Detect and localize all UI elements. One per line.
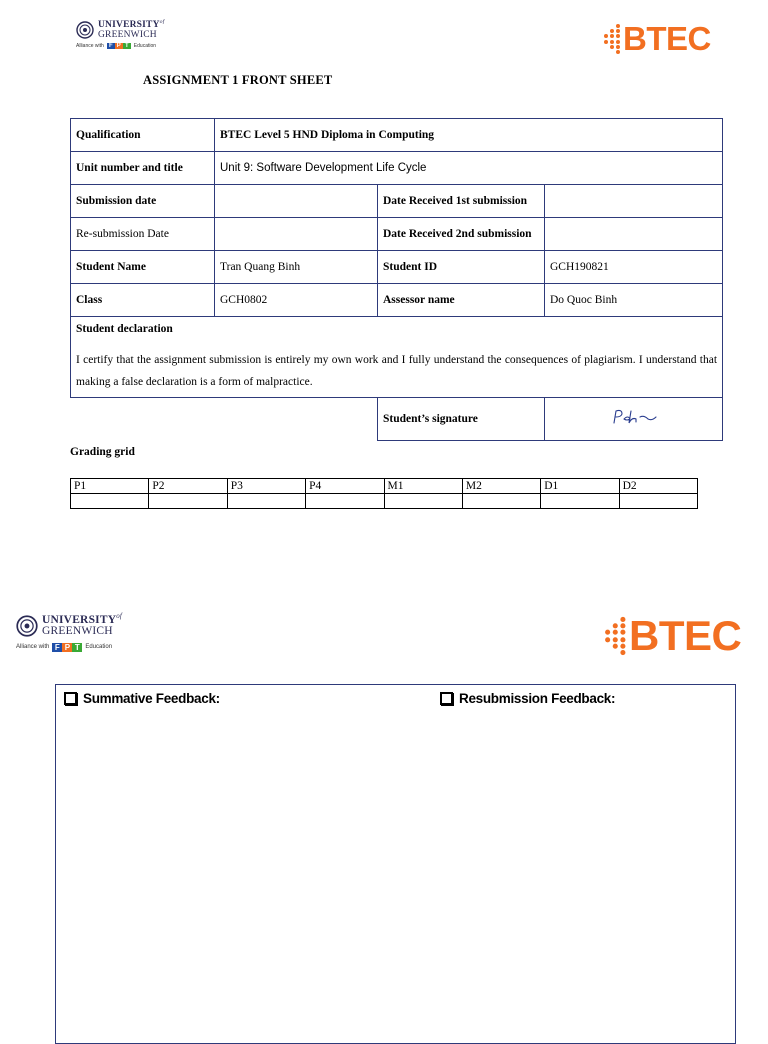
grade-header-cell: M2 [462,479,540,494]
grading-grid-table [70,478,698,509]
greenwich-logo-page2 [16,614,122,652]
grading-header-row [71,479,698,494]
signature-image [608,407,660,429]
resubmission-date-value[interactable] [215,218,378,251]
grading-value-row [71,494,698,509]
qualification-row [71,119,723,152]
class-row [71,284,723,317]
greenwich-of-text: of [159,19,165,25]
student-row [71,251,723,284]
checkbox-icon[interactable] [440,692,453,705]
class-value: GCH0802 [215,284,378,317]
alliance-prefix: Alliance with [76,43,104,50]
signature-cell [545,398,723,441]
btec-dots-icon [600,614,628,658]
qualification-label: Qualification [71,119,215,152]
grading-grid-label: Grading grid [70,446,135,458]
date-received-2nd-label: Date Received 2nd submission [378,218,545,251]
student-id-value: GCH190821 [545,251,723,284]
submission-row [71,185,723,218]
unit-row [71,152,723,185]
class-label: Class [71,284,215,317]
greenwich-name-text: GREENWICH [98,29,157,40]
fpt-logo: F P T [107,43,131,49]
summative-feedback-item[interactable] [64,691,220,706]
page-title: ASSIGNMENT 1 FRONT SHEET [143,73,333,87]
btec-logo-text: BTEC [629,612,742,659]
greenwich-logo [76,20,164,49]
assessor-name-label: Assessor name [378,284,545,317]
btec-logo-text: BTEC [623,20,711,57]
grade-header-cell: D2 [619,479,697,494]
grade-value-cell[interactable] [227,494,305,509]
signature-label: Student’s signature [378,398,545,441]
grade-value-cell[interactable] [384,494,462,509]
greenwich-name-text: GREENWICH [42,625,113,638]
grade-header-cell: D1 [541,479,619,494]
declaration-row [71,317,723,398]
grade-value-cell[interactable] [306,494,384,509]
unit-label: Unit number and title [71,152,215,185]
submission-date-value[interactable] [215,185,378,218]
grade-header-cell: P4 [306,479,384,494]
btec-dots-icon [600,22,622,56]
grade-value-cell[interactable] [462,494,540,509]
btec-logo-page2 [600,612,741,660]
greenwich-crest-icon [76,21,94,39]
alliance-suffix: Education [133,43,157,50]
grade-header-cell: P1 [71,479,149,494]
declaration-text: I certify that the assignment submission is entirely my own work and I fully understand the consequences of plagiarism. I understand that making a false declaration is a form of malpractice. [76,354,718,388]
resubmission-date-label: Re-submission Date [71,218,215,251]
signature-row [71,398,723,441]
date-received-1st-label: Date Received 1st submission [378,185,545,218]
btec-logo [600,20,711,58]
resubmission-row [71,218,723,251]
grade-value-cell[interactable] [149,494,227,509]
submission-date-label: Submission date [71,185,215,218]
resubmission-feedback-label: Resubmission Feedback: [459,691,616,706]
assessor-name-value: Do Quoc Binh [545,284,723,317]
grade-header-cell: P2 [149,479,227,494]
fpt-logo: F P T [52,643,82,652]
greenwich-of-text: of [116,613,122,620]
qualification-value: BTEC Level 5 HND Diploma in Computing [215,119,723,152]
grade-header-cell: M1 [384,479,462,494]
date-received-2nd-value[interactable] [545,218,723,251]
checkbox-icon[interactable] [64,692,77,705]
grade-header-cell: P3 [227,479,305,494]
student-id-label: Student ID [378,251,545,284]
summative-feedback-label: Summative Feedback: [83,691,220,706]
greenwich-university-text: UNIVERSITY [98,20,160,31]
front-sheet-table [70,118,723,441]
grade-value-cell[interactable] [541,494,619,509]
feedback-box [55,684,736,1044]
resubmission-feedback-item[interactable] [440,691,615,706]
grade-value-cell[interactable] [71,494,149,509]
student-name-value: Tran Quang Binh [215,251,378,284]
grade-value-cell[interactable] [619,494,697,509]
date-received-1st-value[interactable] [545,185,723,218]
greenwich-university-text: UNIVERSITY [42,613,117,626]
greenwich-crest-icon [16,615,38,637]
unit-value: Unit 9: Software Development Life Cycle [215,152,723,185]
student-name-label: Student Name [71,251,215,284]
alliance-prefix: Alliance with [16,644,50,651]
declaration-title: Student declaration [76,323,173,335]
alliance-suffix: Education [85,644,113,651]
